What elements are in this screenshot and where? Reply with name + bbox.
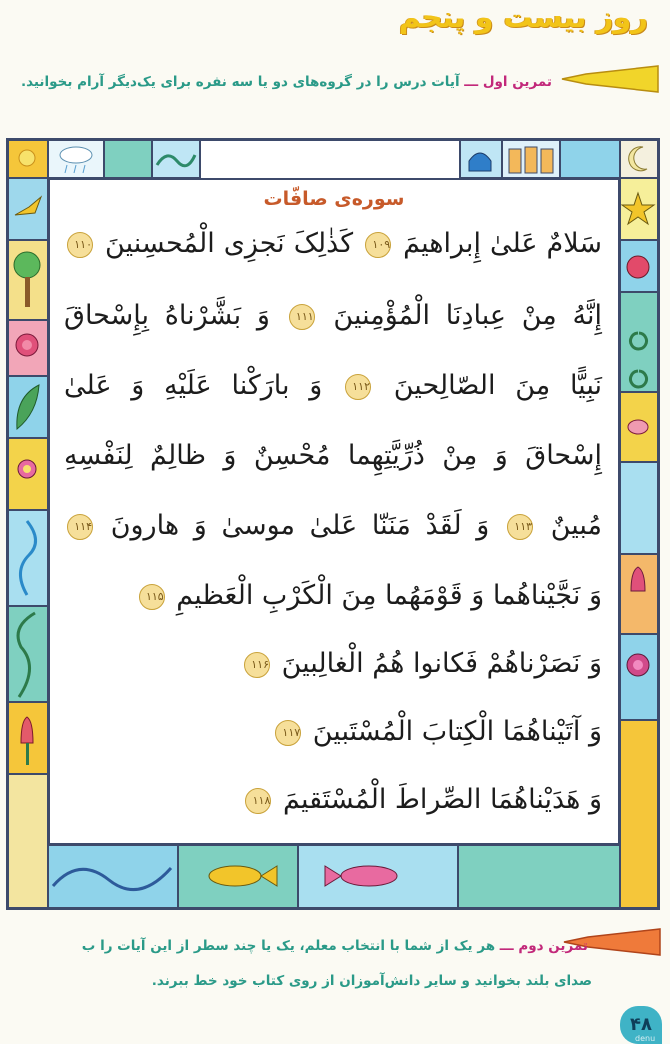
verse-number-badge: ۱۱۱: [289, 304, 315, 330]
wave-icon: [152, 140, 200, 178]
swirl-icon: [8, 510, 48, 606]
verse-number-badge: ۱۱۴: [67, 514, 93, 540]
surah-title: سوره‌ی صافّات: [263, 188, 405, 210]
pomegranate-icon: [620, 240, 658, 292]
building-icon: [502, 140, 560, 178]
rose-2-icon: [620, 634, 658, 720]
verse-text: کَذٰلِکَ نَجزِی الْمُحسِنینَ: [105, 228, 354, 259]
exercise-1-dash: ـــ: [464, 74, 479, 90]
verse-line-9: [64, 784, 602, 815]
exercise-1-label: تمرین اول: [482, 74, 552, 90]
verse-line-2: [64, 300, 602, 331]
exercise-2-text-line2: صدای بلند بخوانید و سایر دانش‌آموزان از روی کتاب خود خط ببرند.: [151, 973, 592, 989]
decorative-frame: [6, 138, 660, 910]
vine-icon: [8, 606, 48, 702]
verse-number-badge: ۱۱۸: [245, 788, 271, 814]
rose-icon: [8, 320, 48, 376]
verse-text: وَ بَشَّرْناهُ بِإِسْحاقَ: [64, 300, 270, 331]
verse-text: وَ نَصَرْناهُمْ فَکانوا هُمُ الْغالِبینَ: [281, 648, 602, 679]
verse-text: وَ آتَیْناهُمَا الْکِتابَ الْمُسْتَبینَ: [312, 716, 602, 747]
verse-line-8: [64, 716, 602, 747]
verse-text: سَلامٌ عَلیٰ إِبراهیمَ: [403, 228, 602, 259]
verse-number-badge: ۱۱۶: [244, 652, 270, 678]
spiral-icon: [620, 292, 658, 392]
exercise-1-instruction: [21, 74, 552, 90]
verse-text: وَ بارَکْنا عَلَیْهِ وَ عَلیٰ: [64, 370, 323, 401]
page-number: ۴۸: [620, 1006, 662, 1044]
arrow-icon: [558, 62, 662, 96]
verse-number-badge: ۱۱۰: [67, 232, 93, 258]
verse-text: إِنَّهُ مِنْ عِبادِنَا الْمُؤْمِنینَ: [333, 300, 602, 331]
verse-line-5: [64, 510, 602, 541]
fish-2-icon: [298, 845, 458, 908]
verse-number-badge: ۱۱۵: [139, 584, 165, 610]
verse-text: وَ لَقَدْ مَنَنّا عَلیٰ موسیٰ وَ هارونَ: [110, 510, 490, 541]
verse-line-3: [64, 370, 602, 401]
tulip-2-icon: [620, 554, 658, 634]
tree-icon: [8, 240, 48, 320]
wave-2-icon: [48, 845, 178, 908]
verse-line-6: [64, 580, 602, 611]
verse-number-badge: ۱۱۲: [345, 374, 371, 400]
sun-icon: [8, 140, 48, 178]
flower-icon: [8, 438, 48, 510]
page-title: روز بیست و پنجم: [398, 0, 648, 34]
verse-text: وَ هَدَیْناهُمَا الصِّراطَ الْمُسْتَقیمَ: [282, 784, 602, 815]
exercise-2-text: هر یک از شما با انتخاب معلم، یک یا چند سطر از این آیات را ب: [81, 938, 496, 954]
verse-number-badge: ۱۱۳: [507, 514, 533, 540]
verse-text: وَ نَجَّیْناهُما وَ قَوْمَهُما مِنَ الْکَرْبِ الْعَظیمِ: [176, 580, 602, 611]
star-icon: [620, 178, 658, 240]
verse-number-badge: ۱۱۷: [275, 720, 301, 746]
verse-number-badge: ۱۰۹: [365, 232, 391, 258]
verse-line-7: [64, 648, 602, 679]
bird-icon: [8, 178, 48, 240]
exercise-2-dash: ـــ: [499, 938, 514, 954]
verse-text: نَبِیًّا مِنَ الصّالِحینَ: [393, 370, 602, 401]
fish-icon: [178, 845, 298, 908]
verses-panel: [48, 178, 620, 845]
mosque-dome-icon: [460, 140, 502, 178]
bird-2-icon: [620, 392, 658, 462]
verse-text: مُبینٌ: [550, 510, 603, 541]
exercise-1-text: آیات درس را در گروه‌های دو یا سه نفره برای یک‌دیگر آرام بخوانید.: [21, 74, 460, 90]
tulip-icon: [8, 702, 48, 774]
verse-line-1: [64, 228, 602, 259]
exercise-2-label: تمرین دوم: [518, 938, 588, 954]
leaf-icon: [8, 376, 48, 438]
exercise-2-instruction: [82, 938, 588, 954]
cloud-icon: [48, 140, 104, 178]
watermark: denu: [635, 1034, 656, 1043]
verse-text: إِسْحاقَ وَ مِنْ ذُرِّیَّتِهِما مُحْسِنٌ وَ ظالِمٌ لِنَفْسِهِ: [64, 440, 602, 471]
moon-icon: [620, 140, 658, 178]
verse-line-4: [64, 440, 602, 471]
